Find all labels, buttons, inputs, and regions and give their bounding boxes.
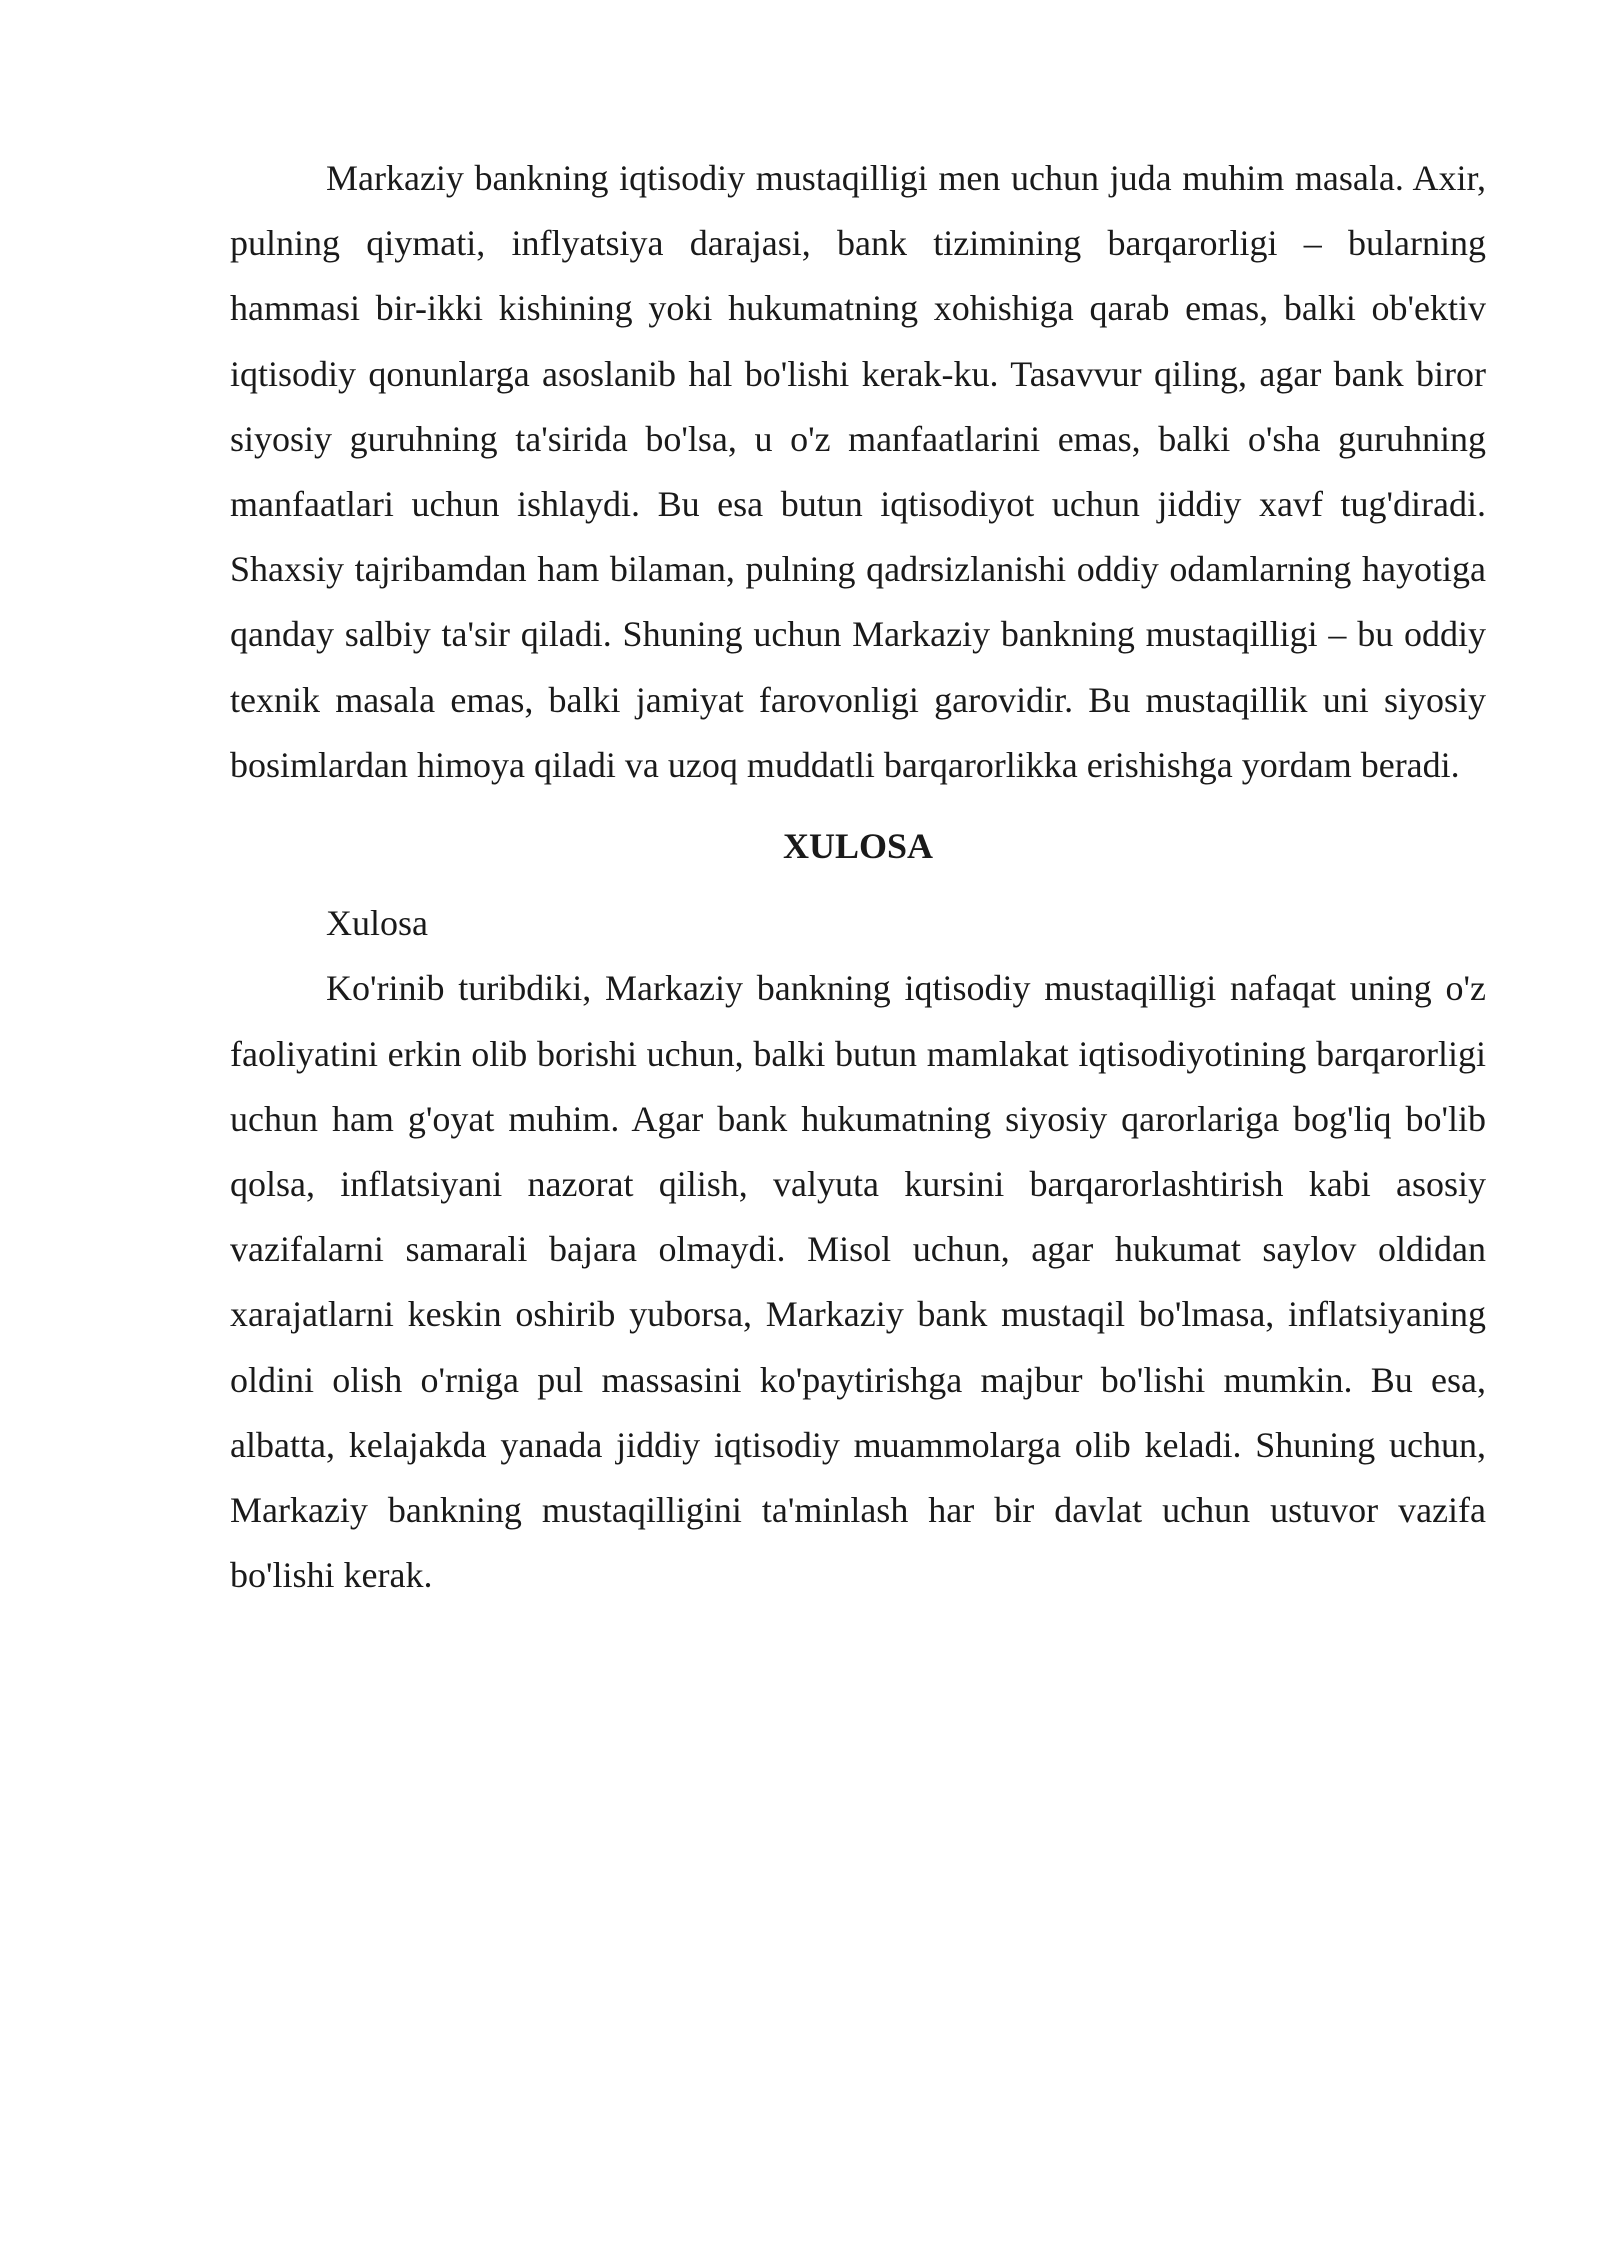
body-paragraph: Markaziy bankning iqtisodiy mustaqilligi men uchun juda muhim masala. Axir, pulning qiymati, inflyatsiya darajasi, bank tizimining barqarorligi – bularning hammasi bir-ikki kishining yoki hukumatning xohishiga qarab emas, balki ob'ektiv iqtisodiy qonunlarga asoslanib hal bo'lishi kerak-ku. Tasavvur qiling, agar bank biror siyosiy guruhning ta'sirida bo'lsa, u o'z manfaatlarini emas, balki o'sha guruhning manfaatlari uchun ishlaydi. Bu esa butun iqtisodiyot uchun jiddiy xavf tug'diradi. Shaxsiy tajribamdan ham bilaman, pulning qadrsizlanishi oddiy odamlarning hayotiga qanday salbiy ta'sir qiladi. Shuning uchun Markaziy bankning mustaqilligi – bu oddiy texnik masala emas, balki jamiyat farovonligi garovidir. Bu mustaqillik uni siyosiy bosimlardan himoya qiladi va uzoq muddatli barqarorlikka erishishga yordam beradi. xyxy=(230,158,1486,785)
subheading: Xulosa xyxy=(326,903,428,944)
document-body xyxy=(230,146,1486,1608)
body-paragraph: Ko'rinib turibdiki, Markaziy bankning iqtisodiy mustaqilligi nafaqat uning o'z faoliyatini erkin olib borishi uchun, balki butun mamlakat iqtisodiyotining barqarorligi uchun ham g'oyat muhim. Agar bank hukumatning siyosiy qarorlariga bog'liq bo'lib qolsa, inflatsiyani nazorat qilish, valyuta kursini barqarorlashtirish kabi asosiy vazifalarni samarali bajara olmaydi. Misol uchun, agar hukumat saylov oldidan xarajatlarni keskin oshirib yuborsa, Markaziy bank mustaqil bo'lmasa, inflatsiyaning oldini olish o'rniga pul massasini ko'paytirishga majbur bo'lishi mumkin. Bu esa, albatta, kelajakda yanada jiddiy iqtisodiy muammolarga olib keladi. Shuning uchun, Markaziy bankning mustaqilligini ta'minlash har bir davlat uchun ustuvor vazifa bo'lishi kerak. xyxy=(230,968,1486,1596)
section-title: XULOSA xyxy=(782,826,934,867)
